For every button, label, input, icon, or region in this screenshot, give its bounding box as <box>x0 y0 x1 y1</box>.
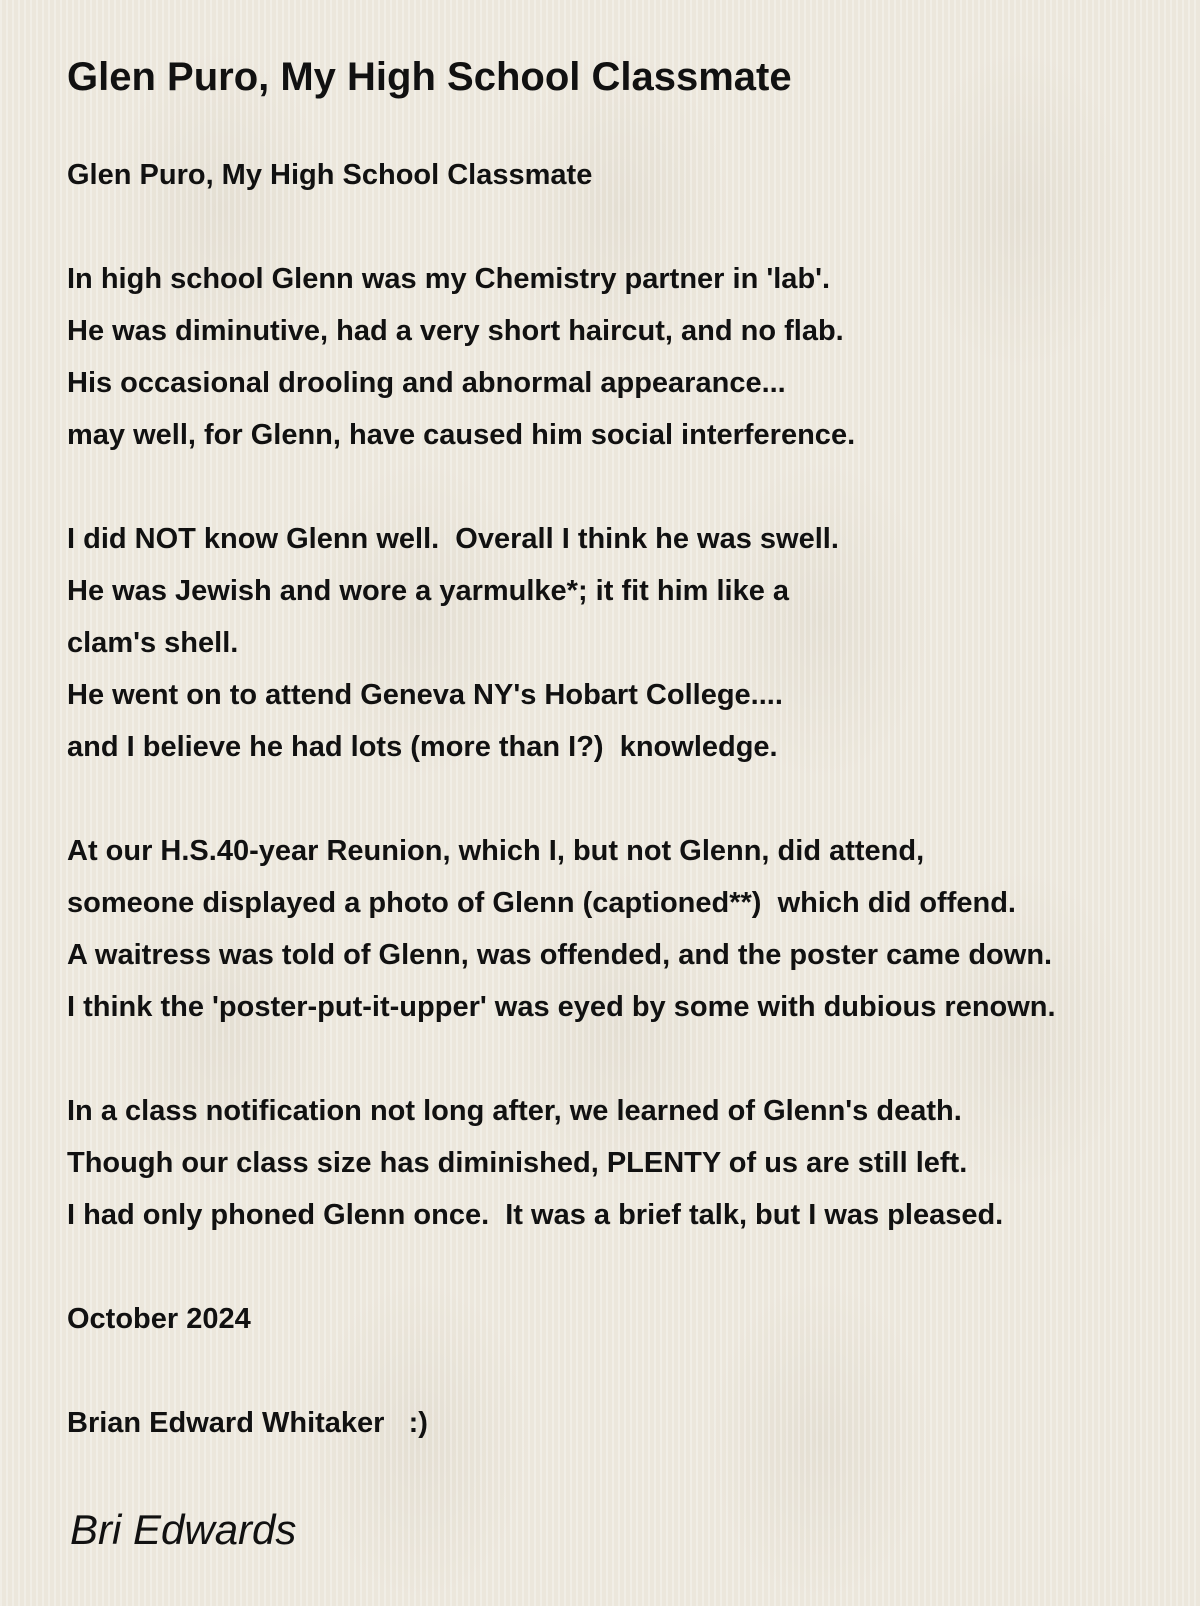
poem-title: Glen Puro, My High School Classmate <box>67 55 792 99</box>
poem-line: He was diminutive, had a very short haircut, and no flab. <box>67 315 844 347</box>
poem-line: may well, for Glenn, have caused him social interference. <box>67 419 856 451</box>
poem-line: A waitress was told of Glenn, was offended, and the poster came down. <box>67 939 1053 971</box>
poem-line: In high school Glenn was my Chemistry partner in 'lab'. <box>67 263 831 295</box>
blank-line <box>67 1033 1192 1085</box>
poem-date: October 2024 <box>67 1303 251 1335</box>
blank-line <box>67 201 1192 253</box>
poem-line: He was Jewish and wore a yarmulke*; it fit him like a <box>67 575 790 607</box>
poem-line: clam's shell. <box>67 627 239 659</box>
poem-line: His occasional drooling and abnormal appearance... <box>67 367 786 399</box>
poem-line: In a class notification not long after, we learned of Glenn's death. <box>67 1095 962 1127</box>
author-signature[interactable]: Bri Edwards <box>70 1506 297 1553</box>
poem-line: I think the 'poster-put-it-upper' was eyed by some with dubious renown. <box>67 991 1056 1023</box>
poem-line: I had only phoned Glenn once. It was a brief talk, but I was pleased. <box>67 1199 1004 1231</box>
poem-author: Brian Edward Whitaker :) <box>67 1407 428 1439</box>
poem-line: He went on to attend Geneva NY's Hobart College.... <box>67 679 783 711</box>
blank-line <box>67 1345 1192 1397</box>
blank-line <box>67 461 1192 513</box>
poem-line: Glen Puro, My High School Classmate <box>67 159 593 191</box>
blank-line <box>67 773 1192 825</box>
poem-line: At our H.S.40-year Reunion, which I, but not Glenn, did attend, <box>67 835 925 867</box>
poem-line: I did NOT know Glenn well. Overall I think he was swell. <box>67 523 839 555</box>
poem-line: and I believe he had lots (more than I?) knowledge. <box>67 731 778 763</box>
poem-line: Though our class size has diminished, PLENTY of us are still left. <box>67 1147 968 1179</box>
poem-body <box>67 149 1192 1449</box>
blank-line <box>67 1241 1192 1293</box>
poem-line: someone displayed a photo of Glenn (captioned**) which did offend. <box>67 887 1016 919</box>
